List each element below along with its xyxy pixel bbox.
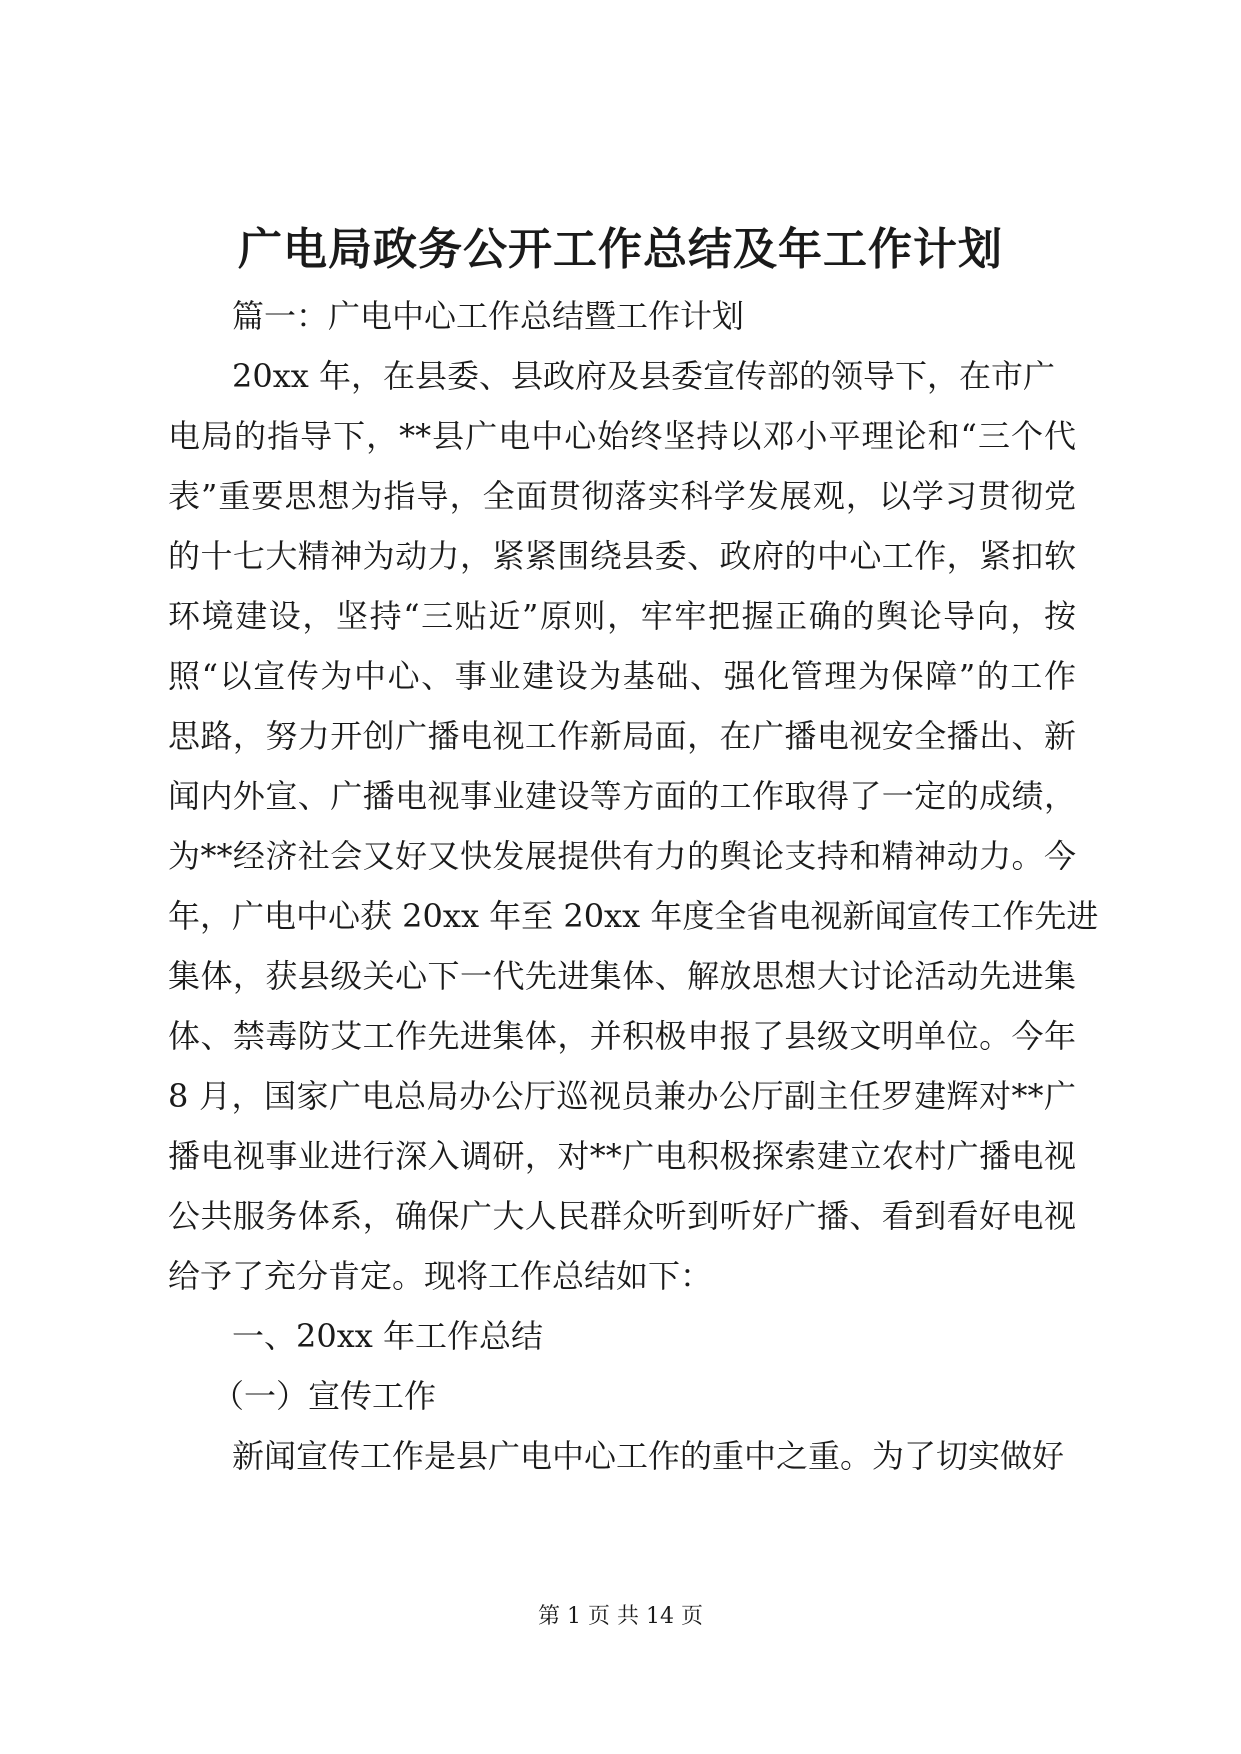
section-heading-part-one: 篇一：广电中心工作总结暨工作计划	[232, 297, 745, 335]
body-line: 为**经济社会又好又快发展提供有力的舆论支持和精神动力。今	[168, 837, 1076, 875]
body-line: 体、禁毒防艾工作先进集体，并积极申报了县级文明单位。今年	[168, 1017, 1076, 1055]
document-title: 广电局政务公开工作总结及年工作计划	[238, 224, 1003, 275]
section-heading-1: 一、20xx 年工作总结	[232, 1317, 543, 1355]
body-line: 电局的指导下，**县广电中心始终坚持以邓小平理论和“三个代	[168, 417, 1076, 455]
body-line: 20xx 年，在县委、县政府及县委宣传部的领导下，在市广	[232, 357, 1055, 395]
subsection-heading-1: （一）宣传工作	[212, 1377, 437, 1415]
body-line: 表”重要思想为指导，全面贯彻落实科学发展观，以学习贯彻党	[168, 477, 1076, 515]
body-line: 闻内外宣、广播电视事业建设等方面的工作取得了一定的成绩，	[168, 777, 1076, 815]
body-line: 8 月，国家广电总局办公厅巡视员兼办公厅副主任罗建辉对**广	[168, 1077, 1076, 1115]
body-line: 年，广电中心获 20xx 年至 20xx 年度全省电视新闻宣传工作先进	[168, 897, 1099, 935]
body-line: 的十七大精神为动力，紧紧围绕县委、政府的中心工作，紧扣软	[168, 537, 1076, 575]
body-line: 公共服务体系，确保广大人民群众听到听好广播、看到看好电视	[168, 1197, 1076, 1235]
body-line: 集体，获县级关心下一代先进集体、解放思想大讨论活动先进集	[168, 957, 1076, 995]
body-line: 给予了充分肯定。现将工作总结如下：	[168, 1257, 713, 1295]
body-line: 播电视事业进行深入调研，对**广电积极探索建立农村广播电视	[168, 1137, 1076, 1175]
body-line: 照“以宣传为中心、事业建设为基础、强化管理为保障”的工作	[168, 657, 1076, 695]
body-line: 思路，努力开创广播电视工作新局面，在广播电视安全播出、新	[168, 717, 1076, 755]
document-body	[168, 286, 1099, 1486]
body-line: 环境建设，坚持“三贴近”原则，牢牢把握正确的舆论导向，按	[168, 597, 1076, 635]
body-line: 新闻宣传工作是县广电中心工作的重中之重。为了切实做好	[232, 1437, 1065, 1475]
page-number-footer: 第 1 页 共 14 页	[538, 1604, 703, 1629]
